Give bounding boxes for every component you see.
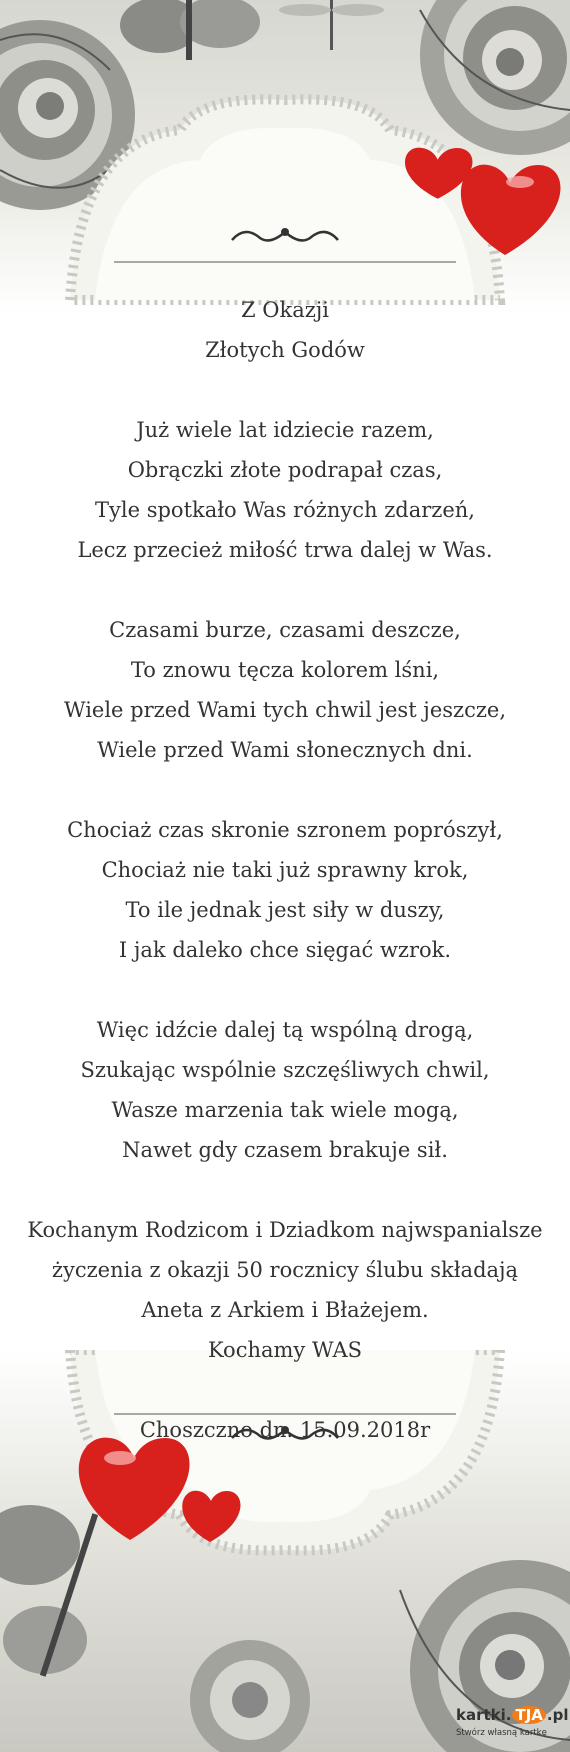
poem-line: Szukając wspólnie szczęśliwych chwil,	[80, 1058, 490, 1082]
dedication-line: Kochamy WAS	[207, 1338, 363, 1362]
kartki-logo[interactable]	[456, 1704, 569, 1746]
place-date: Choszczno dn. 15.09.2018r	[139, 1418, 431, 1442]
poem-line: Czasami burze, czasami deszcze,	[109, 618, 461, 642]
poem-line: Wiele przed Wami tych chwil jest jeszcze,	[63, 698, 507, 722]
butterfly-icon	[120, 0, 260, 60]
logo-tagline: Stwórz własną kartkę	[456, 1728, 547, 1738]
poem-line: To znowu tęcza kolorem lśni,	[130, 658, 440, 682]
poem-line: Obrączki złote podrapał czas,	[127, 458, 443, 482]
poem-line: I jak daleko chce sięgać wzrok.	[118, 938, 452, 962]
dedication-line: Aneta z Arkiem i Błażejem.	[141, 1298, 429, 1322]
poem-line: Więc idźcie dalej tą wspólną drogą,	[96, 1018, 474, 1042]
poem-line: Chociaż nie taki już sprawny krok,	[101, 858, 469, 882]
poem-line: Lecz przecież miłość trwa dalej w Was.	[77, 538, 493, 562]
dedication-line: życzenia z okazji 50 rocznicy ślubu składają	[51, 1258, 519, 1282]
logo-badge: TJA	[512, 1706, 545, 1724]
top-frame-art	[0, 0, 570, 315]
logo-prefix: kartki.	[456, 1706, 512, 1724]
dedication-line: Kochanym Rodzicom i Dziadkom najwspanialsze	[27, 1218, 543, 1242]
poem-line: Już wiele lat idziecie razem,	[136, 418, 434, 442]
poem-line: Wiele przed Wami słonecznych dni.	[97, 738, 473, 762]
poem-line: To ile jednak jest siły w duszy,	[125, 898, 445, 922]
heading-line: Złotych Godów	[205, 338, 365, 362]
logo-wordmark	[456, 1706, 568, 1724]
logo-suffix: .pl	[546, 1706, 569, 1724]
poem-line: Wasze marzenia tak wiele mogą,	[111, 1098, 459, 1122]
dragonfly-icon	[279, 0, 384, 50]
poem-line: Tyle spotkało Was różnych zdarzeń,	[95, 498, 475, 522]
rose-bottom-left-icon	[190, 1640, 310, 1752]
top-decorative-frame	[0, 0, 570, 315]
poem-line: Nawet gdy czasem brakuje sił.	[122, 1138, 448, 1162]
greeting-text	[0, 290, 570, 1450]
butterfly-bottom-icon	[0, 1505, 98, 1677]
heading-line: Z Okazji	[240, 298, 330, 322]
poem-line: Chociaż czas skronie szronem poprószył,	[67, 818, 503, 842]
lace-ornament	[70, 99, 500, 300]
rose-right-icon	[420, 0, 570, 155]
